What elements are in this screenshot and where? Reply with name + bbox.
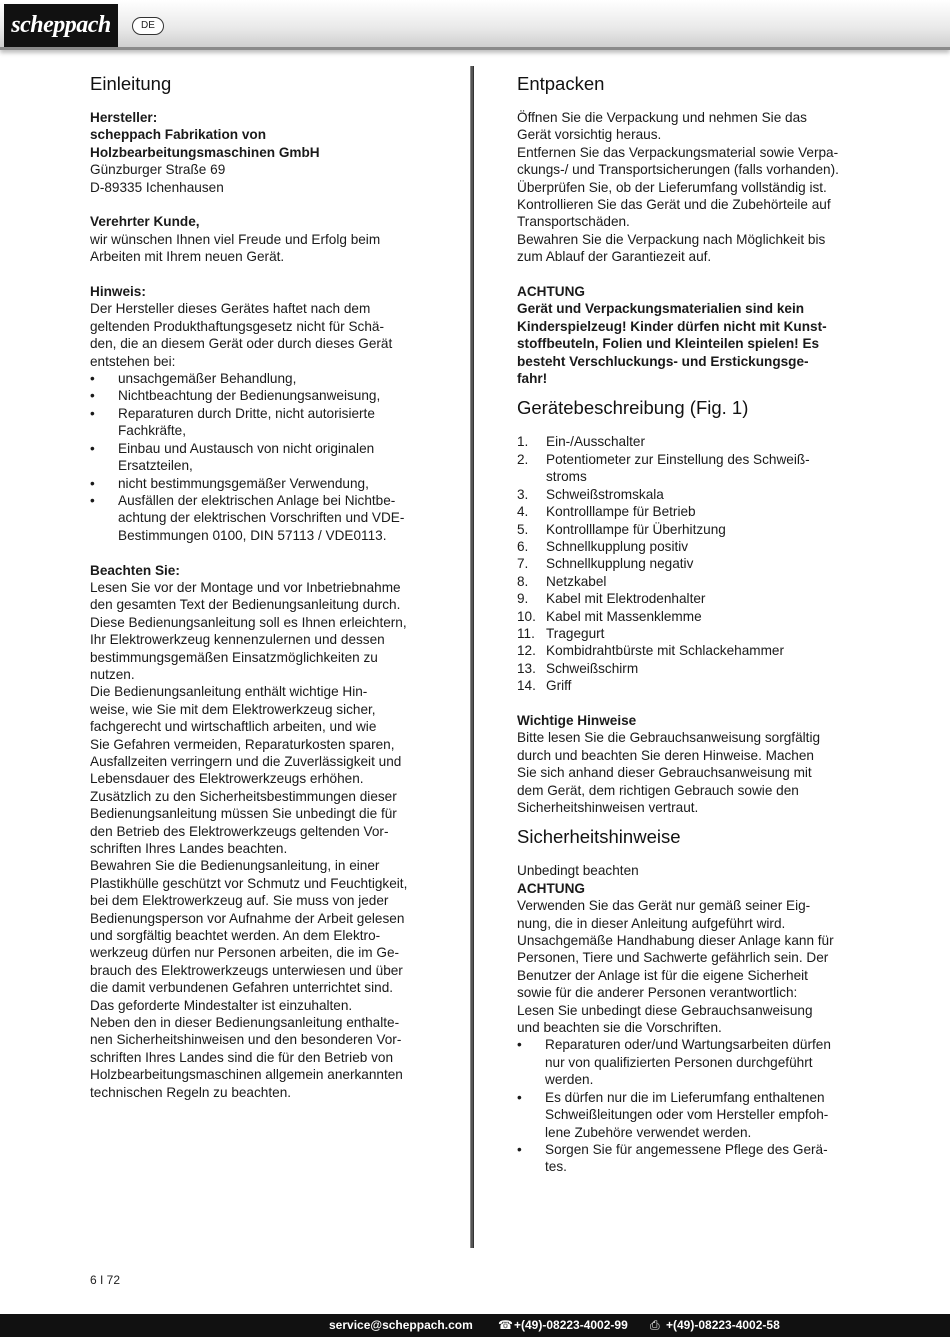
- text-line: den gesamten Text der Bedienungsanleitung durch.: [90, 597, 401, 613]
- section-heading-unpacking: Entpacken: [517, 73, 605, 94]
- bullet-line: • Ausfällen der elektrischen Anlage bei Nichtbe-: [118, 492, 396, 508]
- brand-logo: scheppach: [4, 4, 118, 47]
- text-line: Holzbearbeitungsmaschinen allgemein anerkannten: [90, 1067, 403, 1083]
- text-line: Öffnen Sie die Verpackung und nehmen Sie das: [517, 110, 807, 125]
- bullet-item: [517, 1141, 862, 1176]
- part-label-line: stroms: [546, 469, 587, 485]
- manufacturer-name-line: scheppach Fabrikation von: [90, 127, 267, 143]
- part-label-line: Ein-/Ausschalter: [546, 434, 645, 450]
- text-line: Verwenden Sie das Gerät nur gemäß seiner Eig-: [517, 898, 811, 914]
- observe-label: Beachten Sie:: [90, 562, 180, 578]
- text-line: Diese Bedienungsanleitung soll es Ihnen erleichtern,: [90, 614, 407, 630]
- part-label-line: Schweißschirm: [546, 660, 639, 676]
- text-line: ckungs-/ und Transportsicherungen (falls vorhanden).: [517, 162, 839, 178]
- part-label-line: Schnellkupplung positiv: [546, 538, 689, 554]
- text-line: werkzeug dürfen nur Personen arbeiten, die im Ge-: [90, 945, 400, 961]
- observe-text: [90, 579, 436, 1101]
- part-label-line: Netzkabel: [546, 573, 607, 589]
- left-column: [90, 72, 436, 1101]
- text-line: brauch des Elektrowerkzeugs unterwiesen und über: [90, 962, 403, 978]
- bullet-line: • Sorgen Sie für angemessene Pflege des Gerä-: [545, 1141, 828, 1157]
- text-line: Sie Gefahren vermeiden, Reparaturkosten sparen,: [90, 736, 395, 752]
- part-list-item: [517, 660, 862, 677]
- bullet-item: [517, 1089, 862, 1141]
- bullet-line: • Reparaturen durch Dritte, nicht autorisierte: [118, 405, 375, 421]
- bullet-item: [90, 492, 436, 544]
- bullet-line: Ersatzteilen,: [118, 458, 193, 474]
- fax-number: [650, 1314, 780, 1337]
- phone-number: [498, 1314, 628, 1337]
- part-list-item: [517, 555, 862, 572]
- text-line: Plastikhülle geschützt vor Schmutz und Feuchtigkeit,: [90, 875, 408, 891]
- text-line: Personen, Tiere und Sachwerte gefährlich sein. Der: [517, 950, 829, 966]
- service-email-link[interactable]: service@scheppach.com: [329, 1318, 473, 1332]
- part-number: 12.: [517, 643, 536, 659]
- customer-text: [90, 231, 436, 266]
- text-line: Kinderspielzeug! Kinder dürfen nicht mit Kunst-: [517, 318, 827, 334]
- text-line: geltenden Produkthaftungsgesetz nicht für Schä-: [90, 318, 384, 334]
- part-number: 7.: [517, 556, 529, 572]
- text-line: Ihr Elektrowerkzeug kennenzulernen und dessen: [90, 632, 385, 648]
- text-line: Neben den in dieser Bedienungsanleitung enthalte-: [90, 1015, 400, 1031]
- text-line: nutzen.: [90, 666, 135, 682]
- text-line: Lebensdauer des Elektrowerkzeugs erhöhen.: [90, 771, 364, 787]
- text-line: Bitte lesen Sie die Gebrauchsanweisung sorgfältig: [517, 730, 821, 746]
- part-list-item: [517, 625, 862, 642]
- phone-number-text: +(49)-08223-4002-99: [514, 1318, 628, 1332]
- part-number: 1.: [517, 434, 529, 450]
- part-list-item: [517, 433, 862, 450]
- part-list-item: [517, 451, 862, 486]
- part-list-item: [517, 677, 862, 694]
- bullet-line: • Einbau und Austausch von nicht originalen: [118, 440, 375, 456]
- part-number: 10.: [517, 608, 536, 624]
- bullet-line: werden.: [545, 1072, 594, 1088]
- text-line: schriften Ihres Landes beachten.: [90, 841, 288, 857]
- text-line: Lesen Sie unbedingt diese Gebrauchsanweisung: [517, 1002, 813, 1018]
- bullet-item: [90, 405, 436, 440]
- bullet-item: [90, 440, 436, 475]
- text-line: Bewahren Sie die Bedienungsanleitung, in einer: [90, 858, 380, 874]
- text-line: zum Ablauf der Garantiezeit auf.: [517, 249, 712, 265]
- text-line: bestimmungsgemäßen Einsatzmöglichkeiten zu: [90, 649, 378, 665]
- part-label-line: Griff: [546, 678, 572, 694]
- text-line: Kontrollieren Sie das Gerät und die Zubehörteile auf: [517, 197, 831, 213]
- address-line: Günzburger Straße 69: [90, 162, 226, 178]
- section-heading-introduction: Einleitung: [90, 73, 172, 94]
- bullet-item: [90, 370, 436, 387]
- part-label-line: Potentiometer zur Einstellung des Schweiß-: [546, 451, 810, 467]
- text-line: nung, die in dieser Anleitung aufgeführt wird.: [517, 915, 786, 931]
- text-line: wir wünschen Ihnen viel Freude und Erfolg beim: [90, 231, 381, 247]
- text-line: stoffbeuteln, Folien und Kleinteilen spielen! Es: [517, 336, 820, 352]
- bullet-line: • Nichtbeachtung der Bedienungsanweisung,: [118, 388, 381, 404]
- part-number: 11.: [517, 625, 535, 641]
- text-line: Entfernen Sie das Verpackungsmaterial sowie Verpa-: [517, 144, 839, 160]
- text-line: Das geforderte Mindestalter ist einzuhalten.: [90, 997, 353, 1013]
- text-line: Unsachgemäße Handhabung dieser Anlage kann für: [517, 933, 834, 949]
- header-bar: [0, 0, 950, 50]
- bullet-item: [90, 387, 436, 404]
- attention-label: ACHTUNG: [517, 284, 585, 300]
- safety-text: [517, 897, 862, 1036]
- text-line: besteht Verschluckungs- und Erstickungsge-: [517, 353, 809, 369]
- text-line: Der Hersteller dieses Gerätes haftet nach dem: [90, 301, 371, 317]
- bullet-item: [90, 475, 436, 492]
- text-line: Zusätzlich zu den Sicherheitsbestimmungen dieser: [90, 788, 397, 804]
- phone-icon: ☎: [498, 1318, 513, 1332]
- attention-text: [517, 300, 862, 387]
- text-line: Arbeiten mit Ihrem neuen Gerät.: [90, 249, 285, 265]
- part-number: 13.: [517, 660, 536, 676]
- text-line: dem Gerät, dem richtigen Gebrauch sowie den: [517, 782, 799, 798]
- bullet-line: • nicht bestimmungsgemäßer Verwendung,: [118, 475, 369, 491]
- bullet-line: lene Zubehöre verwendet werden.: [545, 1124, 752, 1140]
- address-line: D-89335 Ichenhausen: [90, 179, 224, 195]
- part-list-item: [517, 573, 862, 590]
- text-line: Sie sich anhand dieser Gebrauchsanweisung mit: [517, 765, 812, 781]
- text-line: und beachten sie die Vorschriften.: [517, 1020, 722, 1036]
- bullet-line: nur von qualifizierten Personen durchgeführt: [545, 1054, 813, 1070]
- safety-bullet-list: [517, 1036, 862, 1175]
- customer-label: Verehrter Kunde,: [90, 214, 200, 230]
- text-line: den, die an diesem Gerät oder durch dieses Gerät: [90, 336, 393, 352]
- bullet-line: Fachkräfte,: [118, 423, 186, 439]
- part-list-item: [517, 538, 862, 555]
- bullet-line: Bestimmungen 0100, DIN 57113 / VDE0113.: [118, 527, 387, 543]
- fax-number-text: +(49)-08223-4002-58: [666, 1318, 780, 1332]
- part-list-item: [517, 486, 862, 503]
- part-label-line: Kontrolllampe für Überhitzung: [546, 521, 726, 537]
- text-line: Gerät vorsichtig heraus.: [517, 127, 662, 143]
- text-line: sowie für die anderer Personen verantwortlich:: [517, 985, 798, 1001]
- fax-icon: ⎙: [650, 1318, 660, 1332]
- part-number: 9.: [517, 591, 529, 607]
- bullet-line: tes.: [545, 1159, 567, 1175]
- safety-attention-label: ACHTUNG: [517, 880, 585, 896]
- part-number: 2.: [517, 451, 529, 467]
- note-text: [90, 300, 436, 370]
- text-line: schriften Ihres Landes sind die für den Betrieb von: [90, 1049, 394, 1065]
- part-label-line: Schnellkupplung negativ: [546, 556, 694, 572]
- part-list-item: [517, 608, 862, 625]
- text-line: Benutzer der Anlage ist für die eigene Sicherheit: [517, 967, 808, 983]
- bullet-line: • unsachgemäßer Behandlung,: [118, 371, 297, 387]
- part-number: 5.: [517, 521, 529, 537]
- note-label: Hinweis:: [90, 284, 146, 300]
- unpack-text: [517, 109, 862, 266]
- right-column: [517, 72, 862, 1176]
- text-line: fahr!: [517, 371, 548, 387]
- bullet-line: • Es dürfen nur die im Lieferumfang enthaltenen: [545, 1089, 825, 1105]
- part-list-item: [517, 521, 862, 538]
- part-number: 8.: [517, 573, 529, 589]
- part-label-line: Tragegurt: [546, 625, 605, 641]
- important-notes-text: [517, 729, 862, 816]
- text-line: bei dem Elektrowerkzeug auf. Sie muss von jeder: [90, 893, 389, 909]
- text-line: Sicherheitshinweisen vertraut.: [517, 800, 699, 815]
- text-line: entstehen bei:: [90, 353, 176, 369]
- text-line: die damit verbundenen Gefahren unterrichtet sind.: [90, 980, 394, 996]
- text-line: Überprüfen Sie, ob der Lieferumfang vollständig ist.: [517, 179, 827, 195]
- part-label-line: Kombidrahtbürste mit Schlackehammer: [546, 643, 784, 659]
- manufacturer-name-line: Holzbearbeitungsmaschinen GmbH: [90, 144, 320, 160]
- note-bullet-list: [90, 370, 436, 544]
- bullet-item: [517, 1036, 862, 1088]
- part-number: 14.: [517, 678, 536, 694]
- text-line: Gerät und Verpackungsmaterialien sind kein: [517, 301, 805, 317]
- text-line: den Betrieb des Elektrowerkzeugs geltenden Vor-: [90, 823, 389, 839]
- part-label-line: Kabel mit Elektrodenhalter: [546, 591, 706, 607]
- footer-bar: [0, 1314, 950, 1337]
- text-line: Lesen Sie vor der Montage und vor Inbetriebnahme: [90, 579, 401, 595]
- text-line: nen Sicherheitshinweisen und den besonderen Vor-: [90, 1032, 402, 1048]
- part-list-item: [517, 590, 862, 607]
- part-number: 3.: [517, 486, 529, 502]
- language-badge: DE: [132, 17, 164, 35]
- device-parts-list: [517, 433, 862, 694]
- column-divider: [470, 66, 474, 1248]
- part-label-line: Kontrolllampe für Betrieb: [546, 504, 696, 520]
- text-line: weise, wie Sie mit dem Elektrowerkzeug sicher,: [90, 701, 376, 717]
- part-list-item: [517, 642, 862, 659]
- part-label-line: Kabel mit Massenklemme: [546, 608, 702, 624]
- manufacturer-label: Hersteller:: [90, 110, 158, 125]
- part-label-line: Schweißstromskala: [546, 486, 664, 502]
- text-line: Transportschäden.: [517, 214, 630, 230]
- text-line: und sorgfältig beachtet werden. An dem Elektro-: [90, 928, 381, 944]
- part-list-item: [517, 503, 862, 520]
- bullet-line: Schweißleitungen oder vom Hersteller empfoh-: [545, 1107, 829, 1123]
- part-number: 4.: [517, 504, 529, 520]
- page-number: 6 I 72: [90, 1273, 121, 1287]
- text-line: Die Bedienungsanleitung enthält wichtige Hin-: [90, 684, 368, 700]
- section-heading-safety: Sicherheitshinweise: [517, 826, 681, 848]
- bullet-line: • Reparaturen oder/und Wartungsarbeiten dürfen: [545, 1037, 831, 1053]
- part-number: 6.: [517, 538, 529, 554]
- text-line: Bewahren Sie die Verpackung nach Möglichkeit bis: [517, 231, 826, 247]
- text-line: Ausfallzeiten verringern und die Zuverlässigkeit und: [90, 753, 402, 769]
- text-line: Bedienungsperson vor Aufnahme der Arbeit gelesen: [90, 910, 405, 926]
- text-line: technischen Regeln zu beachten.: [90, 1084, 292, 1100]
- important-notes-label: Wichtige Hinweise: [517, 712, 637, 728]
- section-heading-device-description: Gerätebeschreibung (Fig. 1): [517, 397, 749, 419]
- text-line: Bedienungsanleitung müssen Sie unbedingt die für: [90, 806, 397, 822]
- bullet-line: achtung der elektrischen Vorschriften und VDE-: [118, 510, 405, 526]
- text-line: durch und beachten Sie deren Hinweise. Machen: [517, 747, 814, 763]
- text-line: fachgerecht und wirtschaftlich arbeiten, und wie: [90, 719, 377, 735]
- safety-intro: Unbedingt beachten: [517, 863, 639, 879]
